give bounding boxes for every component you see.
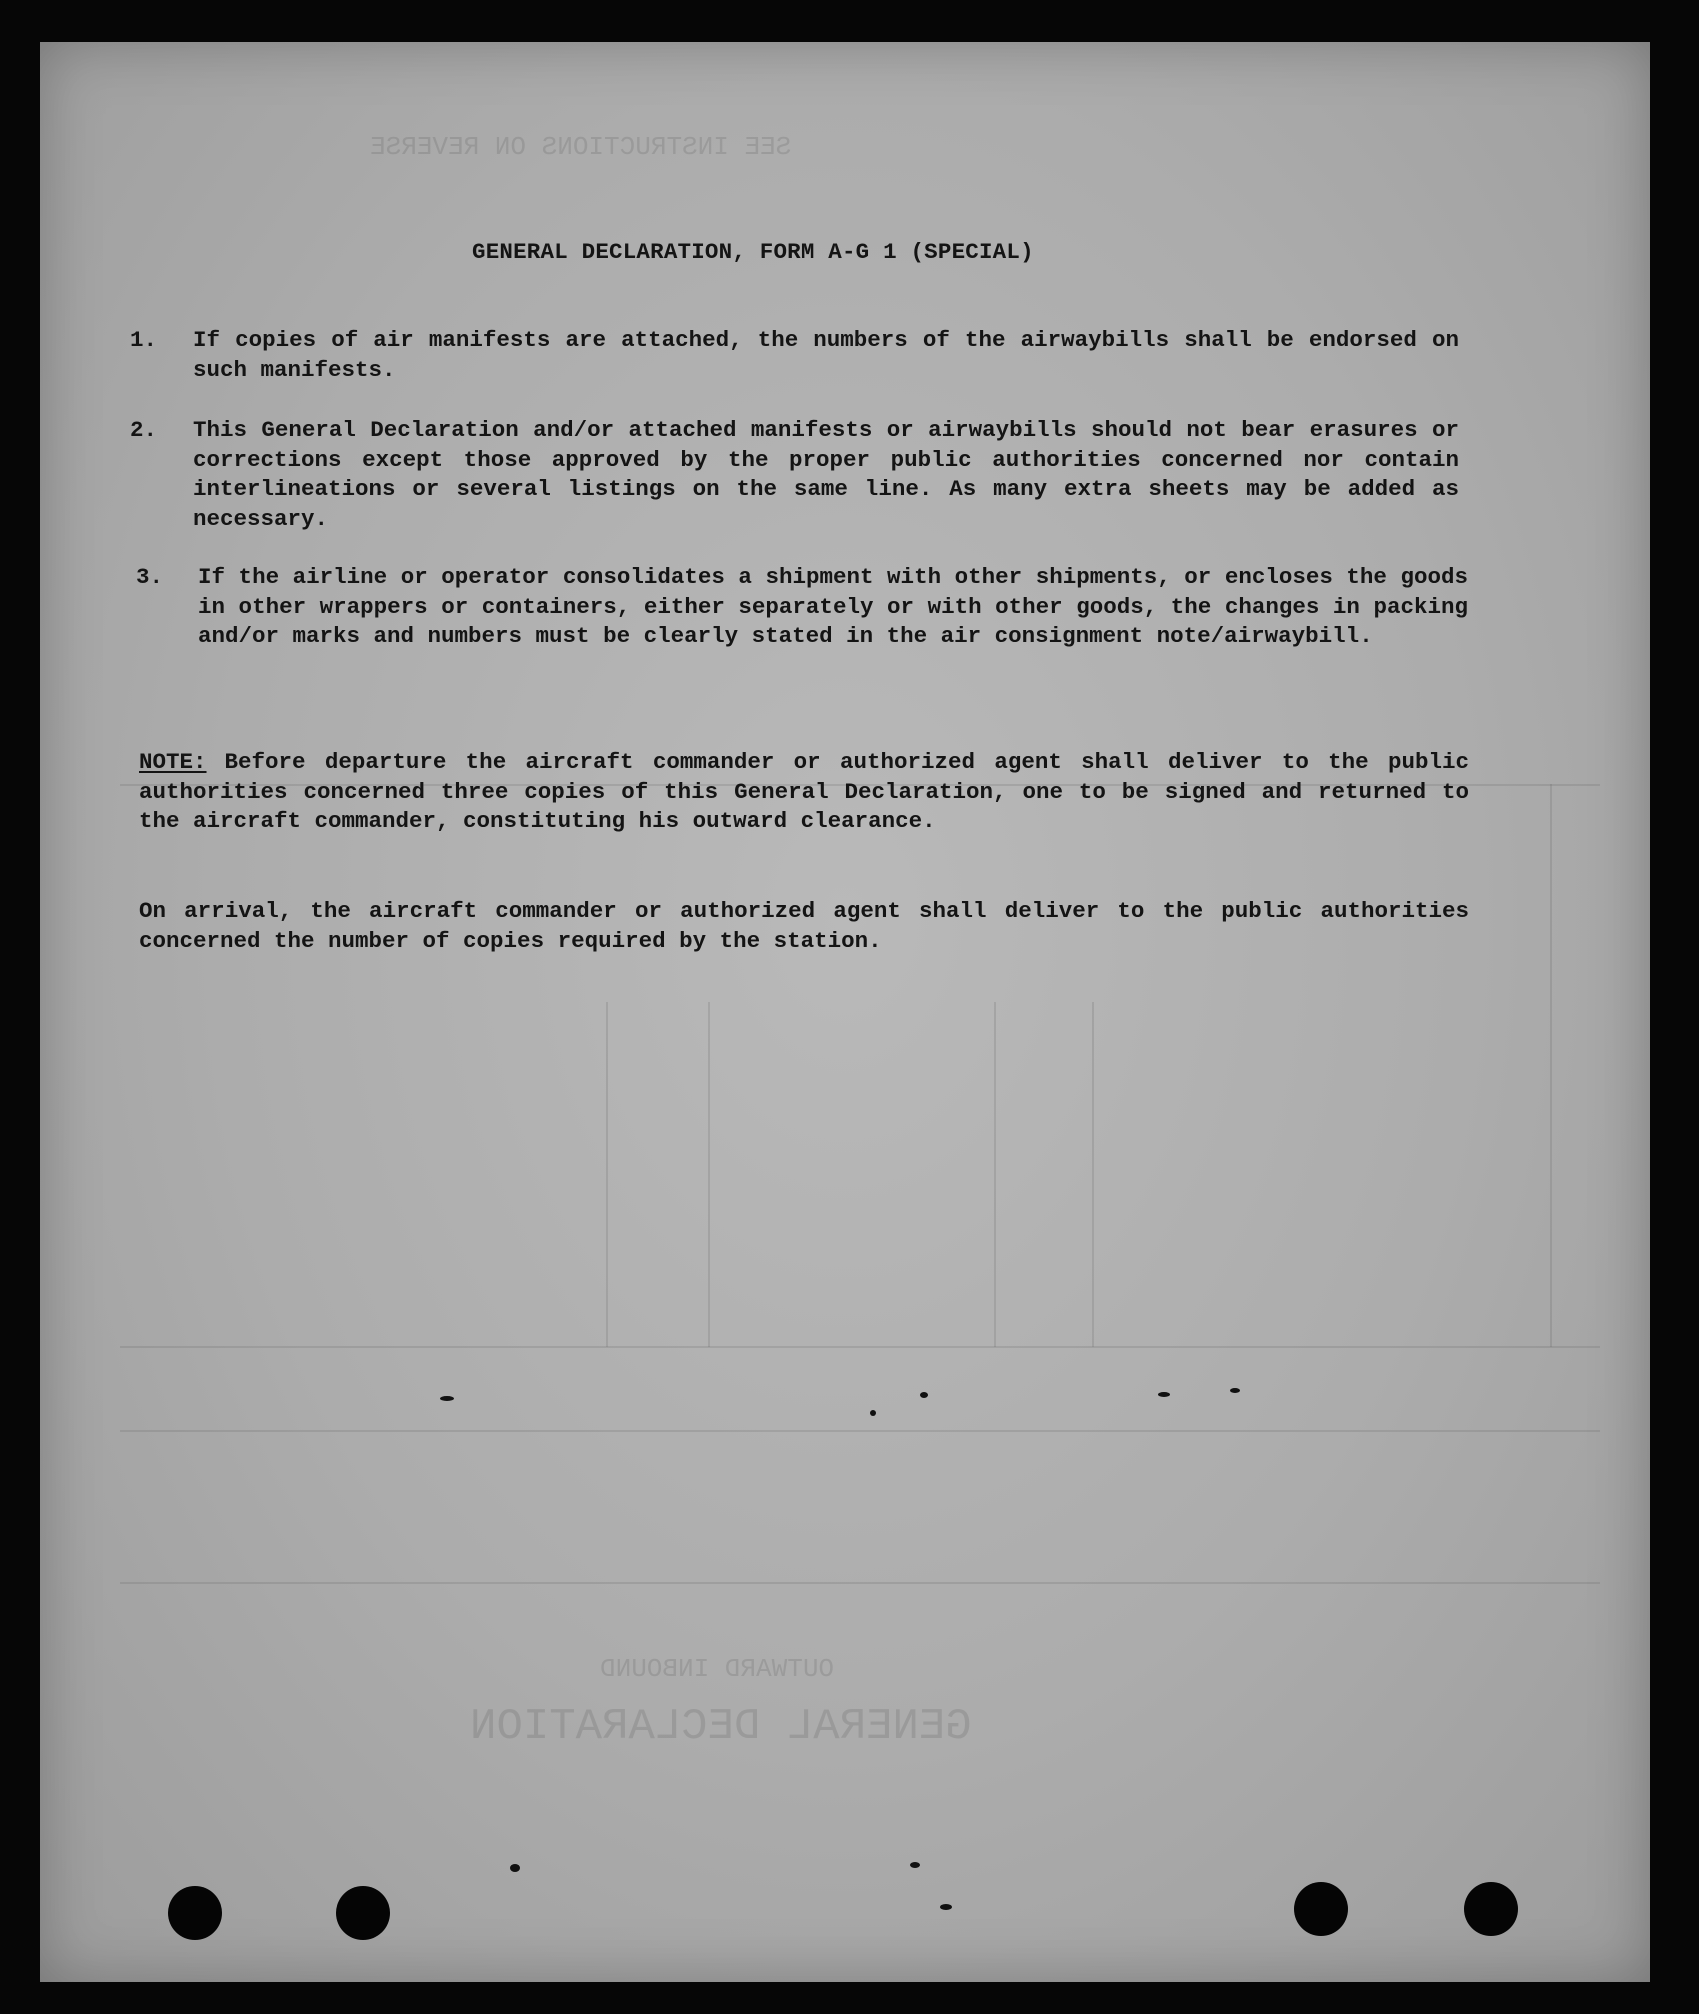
item-number: 2. — [130, 417, 158, 443]
bleed-through-heading: SEE INSTRUCTIONS ON REVERSE — [370, 132, 792, 162]
bleed-through-heading: GENERAL DECLARATION — [470, 1702, 972, 1752]
item-text: If the airline or operator consolidates a shipment with other shipments, or encloses the goods in other wrappers or containers, either separately or with other goods, the changes in packing and/or marks and numbers must be clearly stated in the air consignment note/airwaybill. — [198, 564, 1468, 649]
item-number: 3. — [136, 564, 164, 590]
item-text: If copies of air manifests are attached, the numbers of the airwaybills shall be endorsed on such manifests. — [193, 327, 1459, 383]
arrival-paragraph: On arrival, the aircraft commander or authorized agent shall deliver to the public authorities concerned the number of copies required by the station. — [139, 898, 1469, 954]
item-text: This General Declaration and/or attached manifests or airwaybills should not bear erasures or corrections except those approved by the proper public authorities concerned nor contain interlineations or several listings on the same line. As many extra sheets may be added as necessary. — [193, 417, 1459, 532]
form-title: GENERAL DECLARATION, FORM A-G 1 (SPECIAL) — [472, 239, 1034, 265]
note-paragraph — [139, 748, 1469, 837]
note-text: Before departure the aircraft commander or authorized agent shall deliver to the public authorities concerned three copies of this General Declaration, one to be signed and returned to the aircraft commander, constituting his outward clearance. — [139, 749, 1469, 834]
note-label: NOTE: — [139, 749, 207, 775]
bleed-through-heading: OUTWARD INBOUND — [600, 1654, 835, 1684]
item-number: 1. — [130, 327, 158, 353]
